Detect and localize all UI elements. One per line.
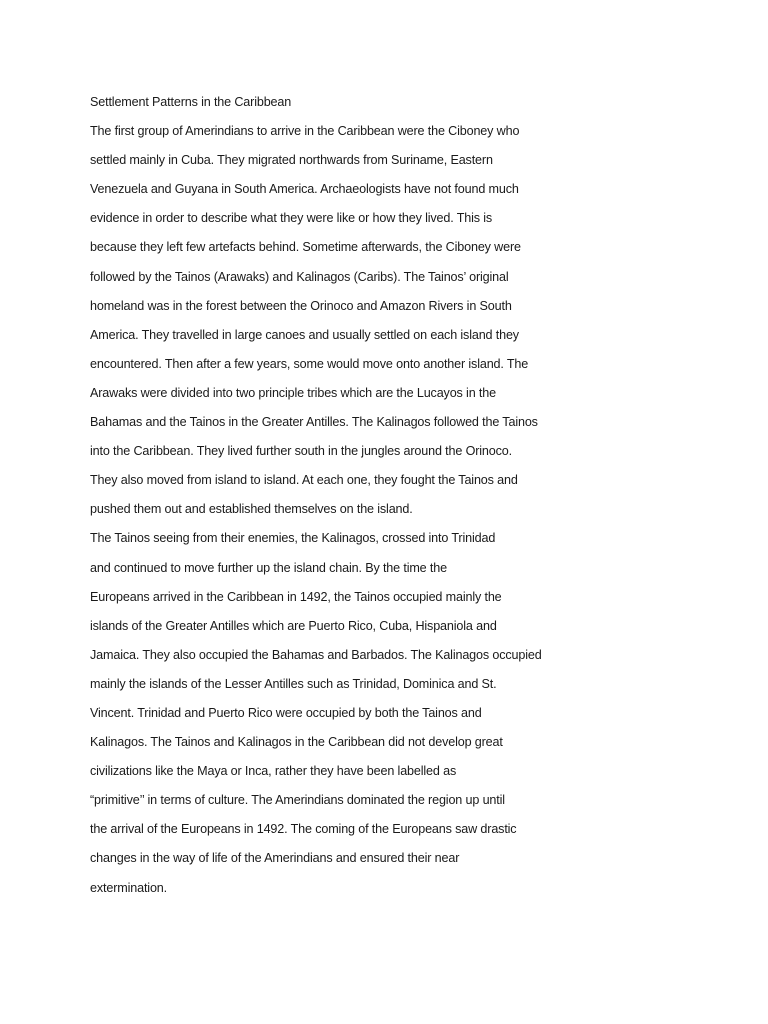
text-line: evidence in order to describe what they were like or how they lived. This is — [90, 211, 493, 226]
text-line: The first group of Amerindians to arrive in the Caribbean were the Ciboney who — [90, 124, 520, 139]
text-line: Bahamas and the Tainos in the Greater Antilles. The Kalinagos followed the Tainos — [90, 415, 538, 430]
text-line: the arrival of the Europeans in 1492. The coming of the Europeans saw drastic — [90, 822, 517, 837]
text-line: pushed them out and established themselves on the island. — [90, 502, 413, 517]
text-line: America. They travelled in large canoes and usually settled on each island they — [90, 327, 519, 342]
text-line: because they left few artefacts behind. Sometime afterwards, the Ciboney were — [90, 240, 521, 255]
text-line: Arawaks were divided into two principle tribes which are the Lucayos in the — [90, 385, 496, 400]
text-line: extermination. — [90, 880, 167, 895]
text-line: mainly the islands of the Lesser Antilles such as Trinidad, Dominica and St. — [90, 676, 497, 691]
text-line: Jamaica. They also occupied the Bahamas and Barbados. The Kalinagos occupied — [90, 647, 542, 662]
text-line: changes in the way of life of the Amerindians and ensured their near — [90, 851, 460, 866]
text-line: Venezuela and Guyana in South America. Archaeologists have not found much — [90, 182, 519, 197]
text-line: Europeans arrived in the Caribbean in 1492, the Tainos occupied mainly the — [90, 589, 502, 604]
text-line: Kalinagos. The Tainos and Kalinagos in the Caribbean did not develop great — [90, 735, 503, 750]
text-line: into the Caribbean. They lived further south in the jungles around the Orinoco. — [90, 444, 512, 459]
text-line: settled mainly in Cuba. They migrated northwards from Suriname, Eastern — [90, 153, 493, 168]
text-line: homeland was in the forest between the Orinoco and Amazon Rivers in South — [90, 298, 512, 313]
text-line: They also moved from island to island. At each one, they fought the Tainos and — [90, 473, 518, 488]
text-line: Vincent. Trinidad and Puerto Rico were occupied by both the Tainos and — [90, 705, 482, 720]
document-body — [90, 88, 560, 903]
text-line: islands of the Greater Antilles which are Puerto Rico, Cuba, Hispaniola and — [90, 618, 497, 633]
text-line: civilizations like the Maya or Inca, rather they have been labelled as — [90, 764, 457, 779]
text-line: “primitive’’ in terms of culture. The Amerindians dominated the region up until — [90, 793, 505, 808]
document-title: Settlement Patterns in the Caribbean — [90, 95, 292, 109]
text-line: and continued to move further up the island chain. By the time the — [90, 560, 447, 575]
text-line: The Tainos seeing from their enemies, the Kalinagos, crossed into Trinidad — [90, 531, 496, 546]
text-line: encountered. Then after a few years, some would move onto another island. The — [90, 356, 529, 371]
text-line: followed by the Tainos (Arawaks) and Kalinagos (Caribs). The Tainos’ original — [90, 269, 509, 284]
